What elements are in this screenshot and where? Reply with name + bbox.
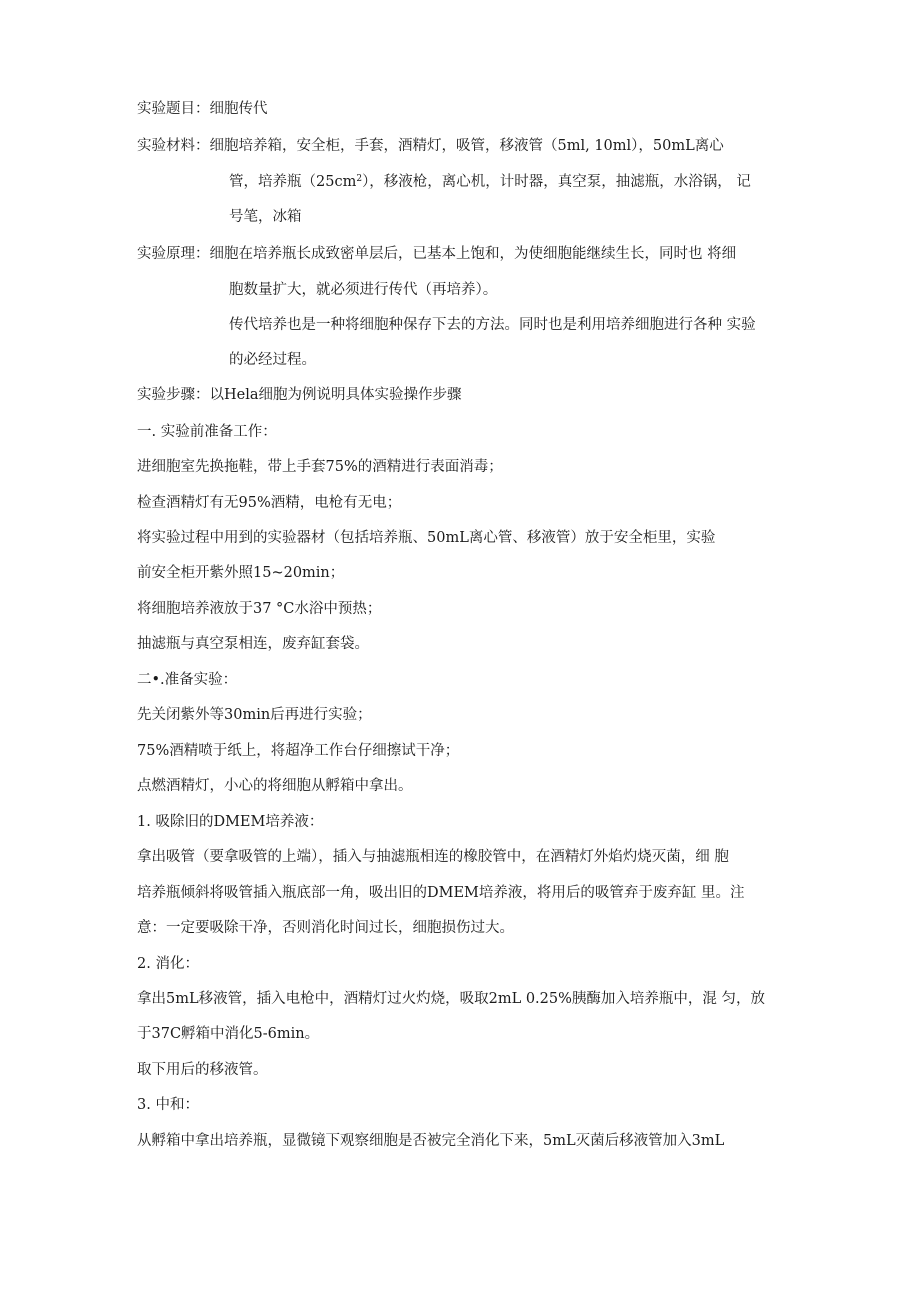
steps-heading: 实验步骤：以Hela细胞为例说明具体实验操作步骤 [137,387,462,403]
experiment-title: 实验题目：细胞传代 [137,101,268,117]
step-text: 于37C孵箱中消化5-6min。 [137,1026,320,1042]
principle-line-4: 的必经过程。 [229,352,316,368]
substep-1-heading: 1. 吸除旧的DMEM培养液： [137,814,324,830]
step-text: 拿出5mL移液管，插入电枪中，酒精灯过火灼烧，吸取2mL 0.25%胰酶加入培养瓶中，混 匀，放 [137,991,765,1007]
substep-3-heading: 3. 中和： [137,1097,199,1113]
step-text: 从孵箱中拿出培养瓶，显微镜下观察细胞是否被完全消化下来，5mL灭菌后移液管加入3mL [137,1133,725,1149]
step-text: 75%酒精喷于纸上，将超净工作台仔细擦试干净； [137,743,460,759]
step-text: 进细胞室先换拖鞋，带上手套75%的酒精进行表面消毒； [137,459,503,475]
step-text: 意：一定要吸除干净，否则消化时间过长，细胞损伤过大。 [137,920,514,936]
step-text: 抽滤瓶与真空泵相连，废弃缸套袋。 [137,636,369,652]
principle-line-3: 传代培养也是一种将细胞种保存下去的方法。同时也是利用培养细胞进行各种 实验 [229,317,756,333]
substep-2-heading: 2. 消化： [137,956,199,972]
section-2-heading: 二•.准备实验： [137,672,238,688]
step-text: 将细胞培养液放于37 °C水浴中预热； [137,601,382,617]
materials-line-3: 号笔，冰箱 [229,209,302,225]
step-text: 取下用后的移液管。 [137,1062,268,1078]
step-text: 点燃酒精灯，小心的将细胞从孵箱中拿出。 [137,778,413,794]
section-1-heading: 一. 实验前准备工作： [137,424,277,440]
materials-line-1: 实验材料：细胞培养箱，安全柜，手套，酒精灯，吸管，移液管（5ml, 10ml），50mL离心 [137,138,724,154]
step-text: 培养瓶倾斜将吸管插入瓶底部一角，吸出旧的DMEM培养液，将用后的吸管弃于废弃缸 里。注 [137,885,745,901]
step-text: 将实验过程中用到的实验器材（包括培养瓶、50mL离心管、移液管）放于安全柜里，实验 [137,530,716,546]
superscript-2: 2 [356,174,363,184]
step-text: 检查酒精灯有无95%酒精，电枪有无电； [137,495,402,511]
step-text: 前安全柜开紫外照15~20min； [137,565,345,581]
step-text: 先关闭紫外等30min后再进行实验； [137,707,372,723]
principle-line-1: 实验原理：细胞在培养瓶长成致密单层后，已基本上饱和，为使细胞能继续生长，同时也 将细 [137,246,737,262]
principle-line-2: 胞数量扩大，就必须进行传代（再培养）。 [229,282,498,298]
materials-line-2: 管，培养瓶$(25cm^2)$，移液枪，离心机，计时器，真空泵，抽滤瓶，水浴锅， 记 [229,174,751,190]
step-text: 拿出吸管（要拿吸管的上端），插入与抽滤瓶相连的橡胶管中，在酒精灯外焰灼烧灭菌，细 胞 [137,849,729,865]
